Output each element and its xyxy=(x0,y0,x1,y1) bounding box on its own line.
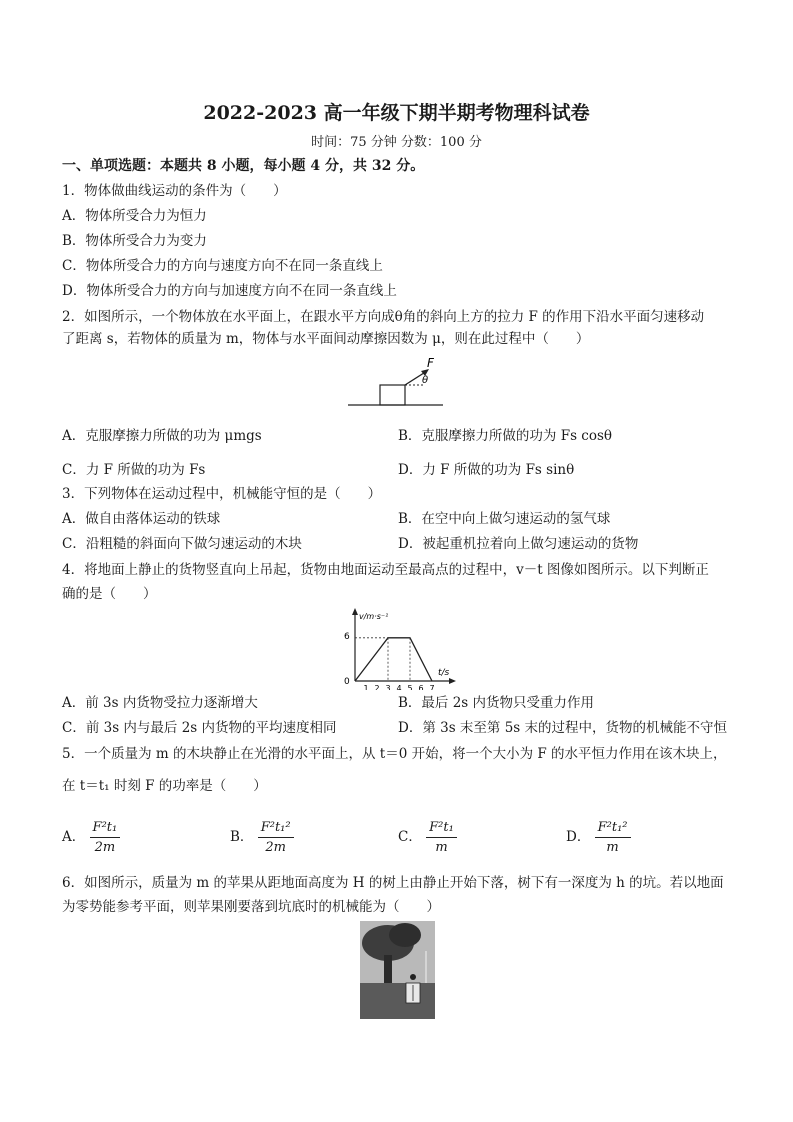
q4-stem-line1: 4．将地面上静止的货物竖直向上吊起，货物由地面运动至最高点的过程中，v－t 图像如图所示。以下判断正 xyxy=(62,562,709,578)
q1-option-b: B．物体所受合力为变力 xyxy=(62,233,207,249)
angle-label: θ xyxy=(422,375,429,386)
q5-option-c-numerator: F²t₁ xyxy=(426,820,457,838)
q5-option-a-label: A． xyxy=(62,829,86,845)
q4-option-a: A．前 3s 内货物受拉力逐渐增大 xyxy=(62,695,258,711)
q4-stem-line2: 确的是（ ） xyxy=(62,586,157,602)
q4-option-c: C．前 3s 内与最后 2s 内货物的平均速度相同 xyxy=(62,720,337,736)
q6-stem-line1: 6．如图所示，质量为 m 的苹果从距地面高度为 H 的树上由静止开始下落，树下有一深度为 h 的坑。若以地面 xyxy=(62,875,724,891)
q2-stem-line1: 2．如图所示，一个物体放在水平面上，在跟水平方向成θ角的斜向上方的拉力 F 的作用下沿水平面匀速移动 xyxy=(62,309,705,325)
force-label: F xyxy=(427,356,434,370)
velocity-line xyxy=(355,638,432,681)
q1-stem: 1．物体做曲线运动的条件为（ ） xyxy=(62,183,287,199)
q5-stem-line2: 在 t＝t₁ 时刻 F 的功率是（ ） xyxy=(62,778,267,794)
x-tick-label: 6 xyxy=(418,684,424,690)
x-tick-label: 2 xyxy=(374,684,380,690)
y-axis-label: v/m·s⁻¹ xyxy=(359,612,389,621)
q5-option-b-numerator: F²t₁² xyxy=(258,820,294,838)
q3-option-b: B．在空中向上做匀速运动的氢气球 xyxy=(398,511,611,527)
q5-option-a xyxy=(62,820,120,855)
q5-option-b xyxy=(230,820,294,855)
vt-graph xyxy=(335,605,460,690)
q3-option-a: A．做自由落体运动的铁球 xyxy=(62,511,221,527)
y-tick-6: 6 xyxy=(344,632,350,642)
q5-option-d-label: D． xyxy=(566,829,591,845)
q3-stem: 3．下列物体在运动过程中，机械能守恒的是（ ） xyxy=(62,486,382,502)
x-tick-label: 5 xyxy=(407,684,413,690)
q2-option-b: B．克服摩擦力所做的功为 Fs cosθ xyxy=(398,428,613,444)
x-tick-label: 4 xyxy=(396,684,402,690)
q1-option-c: C．物体所受合力的方向与速度方向不在同一条直线上 xyxy=(62,258,383,274)
q2-option-c: C．力 F 所做的功为 Fs xyxy=(62,462,206,478)
q5-stem-line1: 5．一个质量为 m 的木块静止在光滑的水平面上，从 t＝0 开始，将一个大小为 F 的水平恒力作用在该木块上， xyxy=(62,746,727,762)
q5-option-b-label: B． xyxy=(230,829,254,845)
q5-option-b-denominator: 2m xyxy=(265,840,286,855)
q5-option-c xyxy=(398,820,457,855)
exam-info: 时间：75 分钟 分数：100 分 xyxy=(311,135,482,150)
apple-tree-figure xyxy=(360,921,435,1019)
origin-label: 0 xyxy=(344,677,350,687)
x-tick-label: 7 xyxy=(429,684,435,690)
q4-option-d: D．第 3s 末至第 5s 末的过程中，货物的机械能不守恒 xyxy=(398,720,728,736)
q3-option-c: C．沿粗糙的斜面向下做匀速运动的木块 xyxy=(62,536,302,552)
q5-option-c-denominator: m xyxy=(435,840,448,855)
q5-option-d xyxy=(566,820,631,855)
q6-stem-line2: 为零势能参考平面，则苹果刚要落到坑底时的机械能为（ ） xyxy=(62,899,440,915)
q2-stem-line2: 了距离 s，若物体的质量为 m，物体与水平面间动摩擦因数为 μ，则在此过程中（ ） xyxy=(62,331,590,347)
q5-option-a-numerator: F²t₁ xyxy=(90,820,121,838)
page-title: 2022-2023 高一年级下期半期考物理科试卷 xyxy=(203,102,590,124)
q3-option-d: D．被起重机拉着向上做匀速运动的货物 xyxy=(398,536,639,552)
x-tick-label: 3 xyxy=(385,684,391,690)
q5-option-c-label: C． xyxy=(398,829,422,845)
q2-option-d: D．力 F 所做的功为 Fs sinθ xyxy=(398,462,575,478)
q5-option-d-numerator: F²t₁² xyxy=(595,820,631,838)
x-tick-label: 1 xyxy=(363,684,369,690)
section-heading: 一、单项选题：本题共 8 小题，每小题 4 分，共 32 分。 xyxy=(62,158,425,174)
q1-option-d: D．物体所受合力的方向与加速度方向不在同一条直线上 xyxy=(62,283,397,299)
q5-option-a-denominator: 2m xyxy=(94,840,116,855)
x-axis-label: t/s xyxy=(438,668,450,678)
q2-block-figure xyxy=(345,355,445,410)
q1-option-a: A．物体所受合力为恒力 xyxy=(62,208,207,224)
q2-option-a: A．克服摩擦力所做的功为 μmgs xyxy=(62,428,262,444)
q5-option-d-denominator: m xyxy=(606,840,619,855)
q4-option-b: B．最后 2s 内货物只受重力作用 xyxy=(398,695,595,711)
